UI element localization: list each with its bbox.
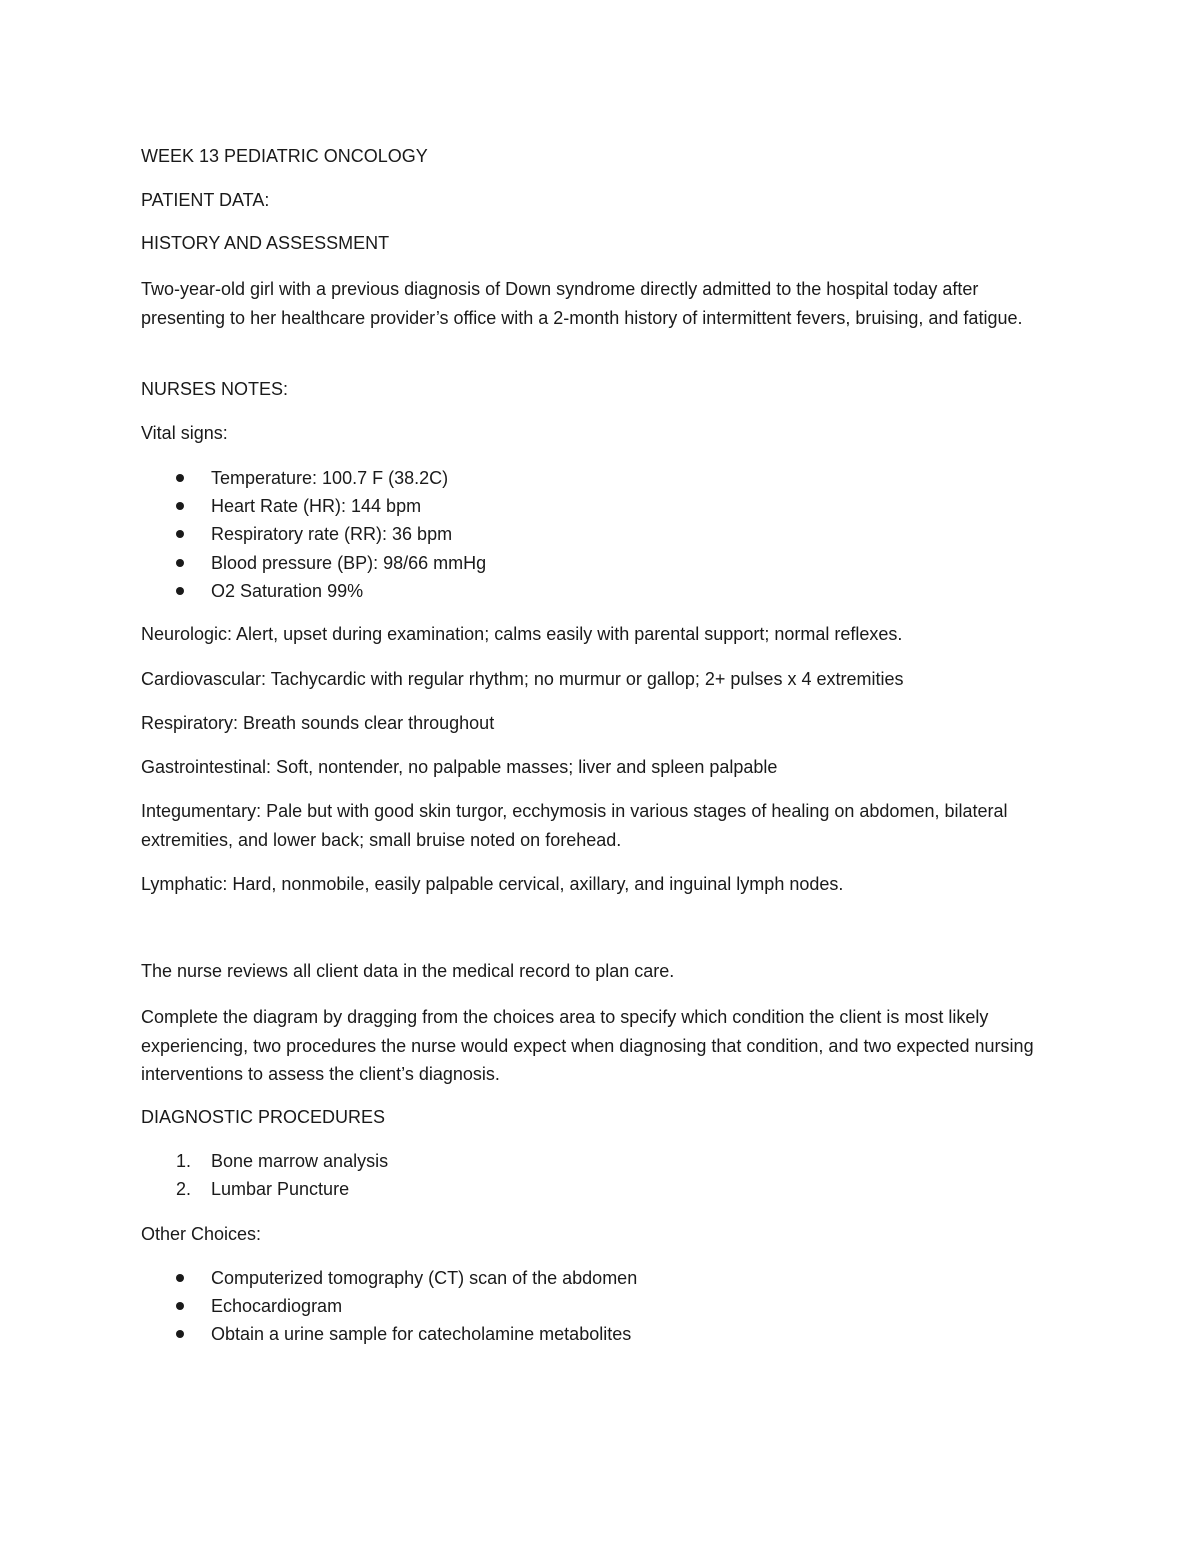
- lymphatic-note: Lymphatic: Hard, nonmobile, easily palpable cervical, axillary, and inguinal lymph nodes.: [141, 874, 844, 894]
- bullet-icon: [176, 587, 184, 595]
- neurologic-note: Neurologic: Alert, upset during examination; calms easily with parental support; normal reflexes.: [141, 624, 903, 644]
- procedure-lumbar-puncture: Lumbar Puncture: [211, 1179, 350, 1200]
- other-choices-list: [141, 1264, 637, 1349]
- list-item: 2. Lumbar Puncture: [176, 1179, 350, 1200]
- nurses-notes-heading: NURSES NOTES:: [141, 379, 289, 399]
- list-item: [141, 577, 486, 605]
- bullet-icon: [176, 1330, 184, 1338]
- list-item: [141, 1292, 637, 1320]
- bullet-icon: [176, 530, 184, 538]
- choice-ct-scan: Computerized tomography (CT) scan of the abdomen: [211, 1268, 638, 1288]
- document-title: WEEK 13 PEDIATRIC ONCOLOGY: [141, 146, 428, 166]
- history-paragraph: Two-year-old girl with a previous diagnosis of Down syndrome directly admitted to the hospital today after presenting to her healthcare provider’s office with a 2-month history of intermittent fevers, bruising, and fatigue.: [141, 279, 1023, 328]
- bullet-icon: [176, 1274, 184, 1282]
- vital-sign-o2-saturation: O2 Saturation 99%: [211, 580, 364, 601]
- gastrointestinal-note: Gastrointestinal: Soft, nontender, no palpable masses; liver and spleen palpable: [141, 757, 778, 777]
- bullet-icon: [176, 474, 184, 482]
- patient-data-heading: PATIENT DATA:: [141, 190, 270, 210]
- list-item: [141, 549, 486, 577]
- procedure-bone-marrow: Bone marrow analysis: [211, 1151, 389, 1171]
- vital-sign-temperature: Temperature: 100.7 F (38.2C): [211, 468, 449, 488]
- list-item: [141, 1264, 637, 1292]
- diagnostic-heading: DIAGNOSTIC PROCEDURES: [141, 1107, 386, 1127]
- bullet-icon: [176, 502, 184, 510]
- respiratory-note: Respiratory: Breath sounds clear throughout: [141, 713, 495, 733]
- vital-sign-blood-pressure: Blood pressure (BP): 98/66 mmHg: [211, 552, 487, 573]
- list-item: [141, 492, 486, 520]
- vital-sign-heart-rate: Heart Rate (HR): 144 bpm: [211, 496, 422, 517]
- diagnostic-procedures-list: [141, 1147, 388, 1203]
- history-heading: HISTORY AND ASSESSMENT: [141, 233, 390, 253]
- vital-sign-respiratory-rate: Respiratory rate (RR): 36 bpm: [211, 524, 453, 545]
- integumentary-note: Integumentary: Pale but with good skin turgor, ecchymosis in various stages of healing on abdomen, bilateral extremities, and lower back; small bruise noted on forehead.: [141, 801, 1008, 850]
- vital-signs-label: Vital signs:: [141, 423, 228, 443]
- instructions-paragraph: Complete the diagram by dragging from the choices area to specify which condition the client is most likely experiencing, two procedures the nurse would expect when diagnosing that condition, and two expected nursing interventions to assess the client’s diagnosis.: [141, 1007, 1034, 1084]
- list-item: [141, 1320, 637, 1348]
- choice-echocardiogram: Echocardiogram: [211, 1296, 343, 1317]
- nurse-reviews-text: The nurse reviews all client data in the medical record to plan care.: [141, 961, 675, 981]
- other-choices-label: Other Choices:: [141, 1224, 262, 1244]
- list-item: [141, 520, 486, 548]
- choice-urine-sample: Obtain a urine sample for catecholamine metabolites: [211, 1324, 632, 1345]
- cardiovascular-note: Cardiovascular: Tachycardic with regular rhythm; no murmur or gallop; 2+ pulses x 4 extremities: [141, 669, 904, 689]
- bullet-icon: [176, 1302, 184, 1310]
- list-item: 1. Bone marrow analysis: [176, 1151, 389, 1171]
- list-item: [141, 464, 486, 492]
- bullet-icon: [176, 559, 184, 567]
- vital-signs-list: [141, 464, 486, 605]
